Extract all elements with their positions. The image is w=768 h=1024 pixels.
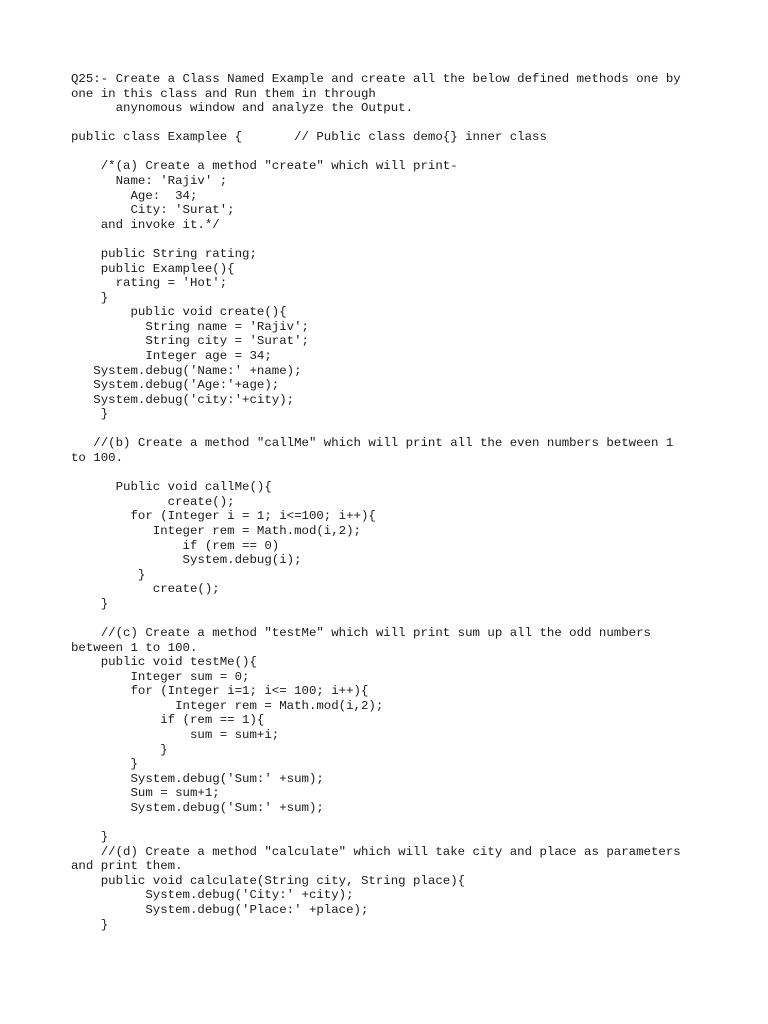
text-line: } — [71, 567, 146, 582]
text-line: Integer rem = Math.mod(i,2); — [71, 698, 384, 713]
text-line: Public void callMe(){ — [71, 480, 272, 495]
text-line: System.debug(i); — [71, 553, 302, 568]
blank-line — [71, 145, 751, 160]
text-line: Sum = sum+1; — [71, 786, 220, 801]
text-line: to 100. — [71, 451, 124, 466]
text-line: public String rating; — [71, 246, 257, 261]
text-line: System.debug('Age:'+age); — [71, 378, 280, 393]
text-line: public Examplee(){ — [71, 261, 235, 276]
text-line: } — [71, 290, 109, 305]
text-line: } — [71, 830, 109, 845]
text-line: anynomous window and analyze the Output. — [71, 101, 414, 116]
text-line: } — [71, 596, 109, 611]
text-line: /*(a) Create a method "create" which will print- — [71, 159, 458, 174]
blank-line — [71, 422, 751, 437]
text-line: and invoke it.*/ — [71, 217, 220, 232]
blank-line — [71, 232, 751, 247]
blank-line — [71, 611, 751, 626]
text-line: //(b) Create a method "callMe" which will print all the even numbers between 1 — [71, 436, 674, 451]
text-line: between 1 to 100. — [71, 640, 198, 655]
text-line: } — [71, 917, 109, 932]
text-line: Q25:- Create a Class Named Example and create all the below defined methods one by — [71, 72, 681, 86]
text-line: rating = 'Hot'; — [71, 276, 228, 291]
text-line: sum = sum+i; — [71, 728, 280, 743]
text-line: String name = 'Rajiv'; — [71, 319, 309, 334]
text-line: Name: 'Rajiv' ; — [71, 174, 228, 189]
text-line: and print them. — [71, 859, 183, 874]
text-line: System.debug('city:'+city); — [71, 392, 295, 407]
blank-line — [71, 466, 751, 481]
text-line: System.debug('Sum:' +sum); — [71, 771, 324, 786]
text-line: Age: 34; — [71, 188, 198, 203]
blank-line — [71, 116, 751, 131]
text-line: } — [71, 407, 109, 422]
text-line: System.debug('City:' +city); — [71, 888, 354, 903]
text-line: //(d) Create a method "calculate" which will take city and place as parameters — [71, 844, 681, 859]
text-line: //(c) Create a method "testMe" which will print sum up all the odd numbers — [71, 625, 651, 640]
text-line: if (rem == 1){ — [71, 713, 265, 728]
text-line: System.debug('Name:' +name); — [71, 363, 302, 378]
text-line: Integer rem = Math.mod(i,2); — [71, 523, 361, 538]
text-line: public void testMe(){ — [71, 655, 257, 670]
text-line: } — [71, 742, 168, 757]
text-line: for (Integer i = 1; i<=100; i++){ — [71, 509, 376, 524]
text-line: Integer age = 34; — [71, 348, 272, 363]
code-listing — [71, 72, 751, 932]
text-line: Integer sum = 0; — [71, 669, 250, 684]
text-line: create(); — [71, 494, 235, 509]
text-line: if (rem == 0) — [71, 538, 280, 553]
text-line: one in this class and Run them in through — [71, 86, 376, 101]
text-line: for (Integer i=1; i<= 100; i++){ — [71, 684, 369, 699]
text-line: String city = 'Surat'; — [71, 334, 309, 349]
text-line: public void calculate(String city, String place){ — [71, 873, 466, 888]
text-line: City: 'Surat'; — [71, 203, 235, 218]
text-line: create(); — [71, 582, 220, 597]
text-line: System.debug('Sum:' +sum); — [71, 800, 324, 815]
text-line: System.debug('Place:' +place); — [71, 902, 369, 917]
text-line: } — [71, 757, 138, 772]
text-line: public class Examplee { // Public class demo{} inner class — [71, 130, 547, 145]
text-line: public void create(){ — [71, 305, 287, 320]
blank-line — [71, 815, 751, 830]
